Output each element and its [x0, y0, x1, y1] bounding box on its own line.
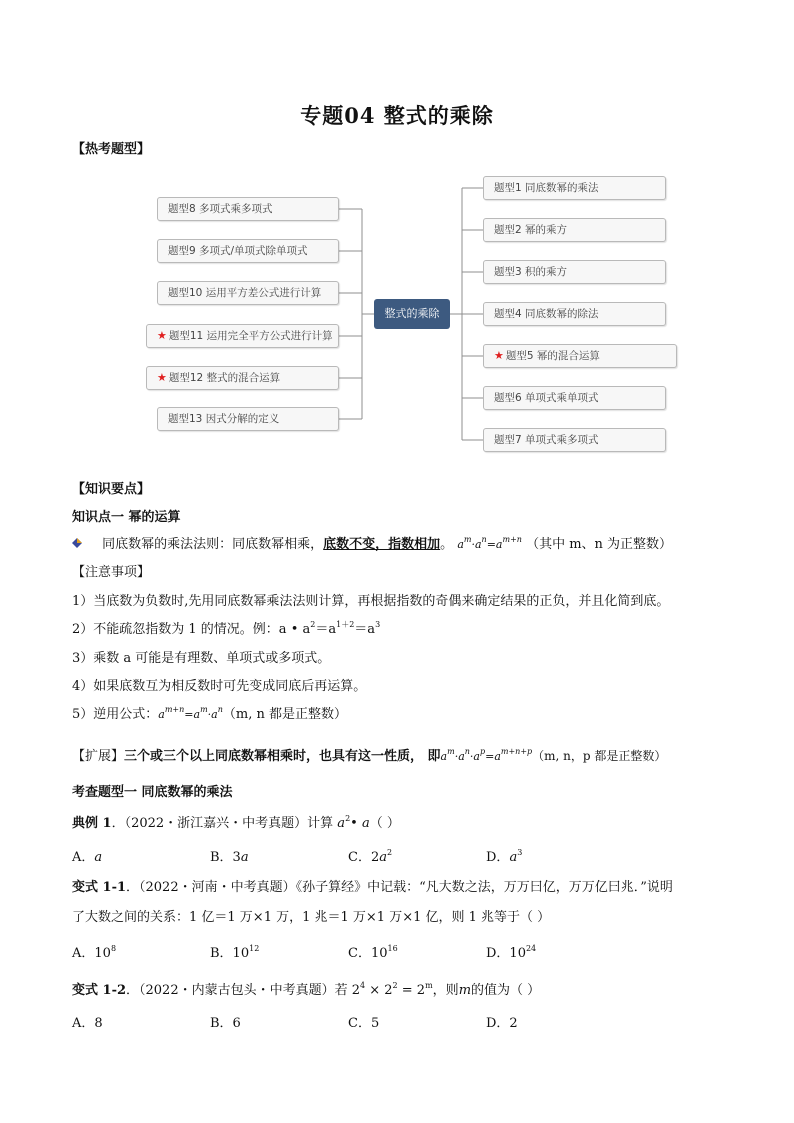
- notice-label: 【注意事项】: [72, 565, 151, 580]
- star-icon: ★: [157, 329, 167, 342]
- star-icon: ★: [157, 371, 167, 384]
- kp1-title: 知识点一 幂的运算: [72, 510, 181, 525]
- note-5: 5）逆用公式：$a^{m+n}=a^m\cdot a^n(m$, n 都是正整数）: [72, 705, 347, 722]
- hot-label: 【热考题型】: [72, 142, 151, 157]
- ex3-option-a[interactable]: A．8: [72, 1016, 103, 1031]
- ex2-option-d[interactable]: D．$10^{24}$: [486, 944, 537, 961]
- mindmap-node-type5: ★ 题型5 幂的混合运算: [483, 344, 677, 368]
- note-4: 4）如果底数互为相反数时可先变成同底后再运算。: [72, 679, 367, 694]
- example-1-2: 变式 1-2．（2022・内蒙古包头・中考真题）若 $2^4 \times 2^2 = 2^m$，则m的值为（ ）: [72, 981, 541, 998]
- mindmap-node-type6: 题型6 单项式乘单项式: [483, 386, 666, 410]
- ex3-option-d[interactable]: D．2: [486, 1016, 518, 1031]
- page-title: 专题04 整式的乘除: [300, 103, 494, 128]
- rule-line: 同底数幂的乘法法则：同底数幂相乘，底数不变，指数相加。 $a^m\cdot a^n=a^{m+n}$ （其中 m、n 为正整数）: [72, 533, 672, 552]
- mindmap-node-type8: 题型8 多项式乘多项式: [157, 197, 339, 221]
- example-1: 典例 1．（2022・浙江嘉兴・中考真题）计算 $a^2•$ a（ ）: [72, 814, 400, 831]
- note-2: 2）不能疏忽指数为 1 的情况。例：a • $a^2=a^{1+2}=a^3$: [72, 620, 381, 637]
- mindmap-node-type9: 题型9 多项式/单项式除单项式: [157, 239, 339, 263]
- ex1-option-c[interactable]: C．$2a^2$: [348, 848, 393, 865]
- ex2-option-b[interactable]: B．$10^{12}$: [210, 944, 260, 961]
- mindmap-node-type4: 题型4 同底数幂的除法: [483, 302, 666, 326]
- rule-emphasis: 底数不变，指数相加: [323, 537, 441, 552]
- mindmap-node-type3: 题型3 积的乘方: [483, 260, 666, 284]
- mindmap-node-type7: 题型7 单项式乘多项式: [483, 428, 666, 452]
- knowledge-label: 【知识要点】: [72, 482, 151, 497]
- ex2-option-a[interactable]: A．$10^8$: [72, 944, 117, 961]
- rule-formula: $a^m\cdot a^n=a^{m+n}$: [457, 535, 522, 551]
- mindmap-connectors: [0, 0, 794, 470]
- example-1-1-line1: 变式 1-1．（2022・河南・中考真题）《孙子算经》中记载：“凡大数之法，万万曰亿，万万亿曰兆．”说明: [72, 880, 673, 895]
- ex3-option-c[interactable]: C．5: [348, 1016, 380, 1031]
- kao1-title: 考查题型一 同底数幂的乘法: [72, 785, 233, 800]
- mindmap-node-type2: 题型2 幂的乘方: [483, 218, 666, 242]
- ex1-option-b[interactable]: B．3a: [210, 850, 249, 865]
- star-icon: ★: [494, 349, 504, 362]
- note-3: 3）乘数 a 可能是有理数、单项式或多项式。: [72, 651, 331, 666]
- ex1-option-d[interactable]: D．$a^3$: [486, 848, 523, 865]
- mindmap-center-node: 整式的乘除: [374, 299, 450, 329]
- ex3-option-b[interactable]: B．6: [210, 1016, 241, 1031]
- ex2-option-c[interactable]: C．$10^{16}$: [348, 944, 398, 961]
- diamond-bullet-icon: [72, 537, 86, 552]
- mindmap-node-type13: 题型13 因式分解的定义: [157, 407, 339, 431]
- expand-line: 【扩展】三个或三个以上同底数幂相乘时，也具有这一性质， 即$a^m\cdot a^n\cdot a^p=a^{m+n+p}(m$, n，p 都是正整数）: [72, 747, 667, 764]
- mindmap-node-type11: ★ 题型11 运用完全平方公式进行计算: [146, 324, 339, 348]
- mindmap-node-type10: 题型10 运用平方差公式进行计算: [157, 281, 339, 305]
- example-1-1-line2: 了大数之间的关系：1 亿＝1 万×1 万，1 兆＝1 万×1 万×1 亿，则 1 兆等于（ ）: [72, 910, 551, 925]
- ex1-option-a[interactable]: A．a: [72, 850, 103, 865]
- mindmap-node-type12: ★ 题型12 整式的混合运算: [146, 366, 339, 390]
- mindmap-node-type1: 题型1 同底数幂的乘法: [483, 176, 666, 200]
- note-1: 1）当底数为负数时,先用同底数幂乘法法则计算，再根据指数的奇偶来确定结果的正负，并且化简到底。: [72, 594, 670, 609]
